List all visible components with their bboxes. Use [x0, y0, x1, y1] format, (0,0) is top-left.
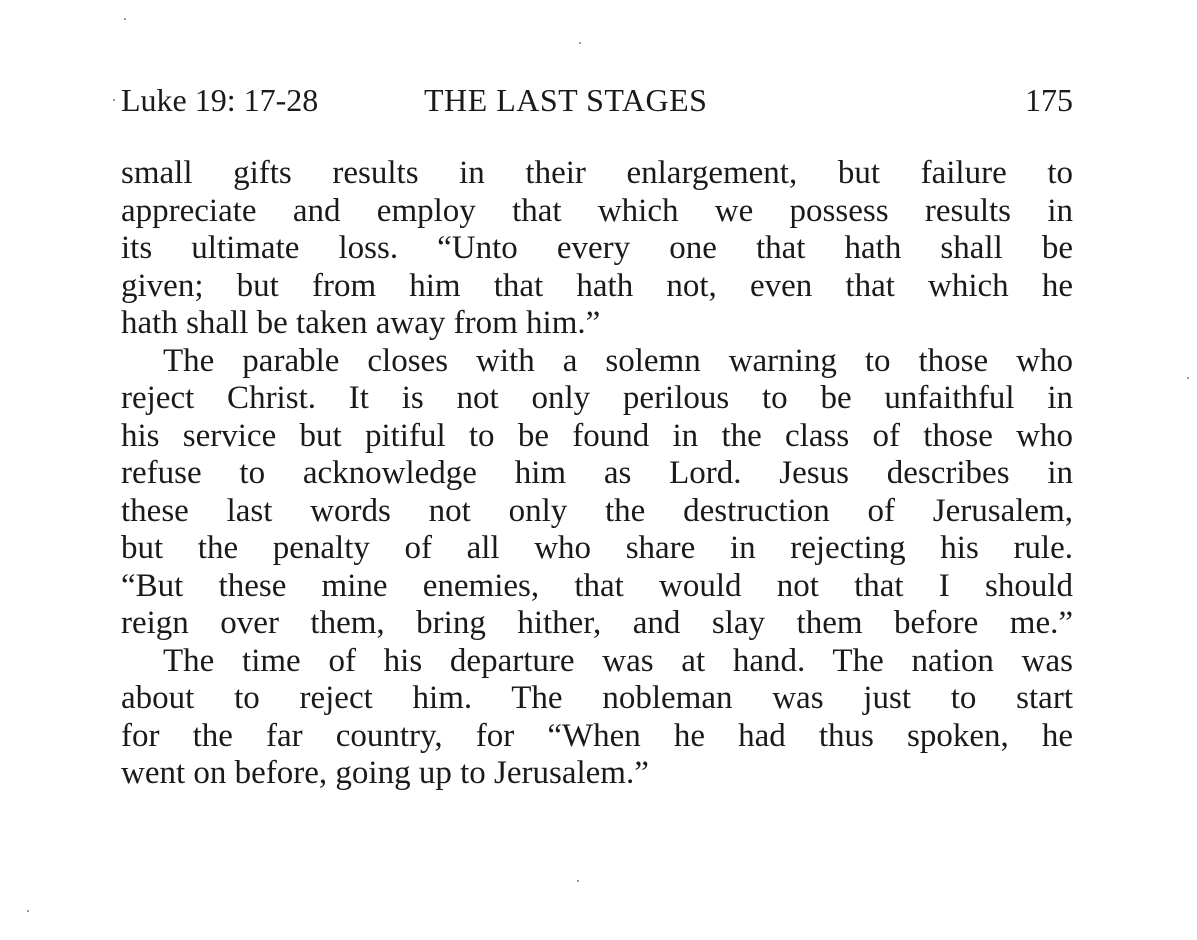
scan-speck: [113, 99, 115, 101]
text-line: given; but from him that hath not, even that which he: [121, 267, 1073, 304]
text-line: “But these mine enemies, that would not that I should: [121, 567, 1073, 604]
text-line: small gifts results in their enlargement, but failure to: [121, 155, 1073, 191]
text-line: appreciate and employ that which we possess results in: [121, 192, 1073, 229]
body-text: [121, 155, 1073, 793]
page-number: 175: [1025, 82, 1073, 118]
text-line: refuse to acknowledge him as Lord. Jesus describes in: [121, 455, 1073, 491]
text-line: for the far country, for “When he had thus spoken, he: [121, 717, 1073, 754]
chapter-title: THE LAST STAGES: [424, 82, 708, 118]
text-line: reject Christ. It is not only perilous to be unfaithful in: [121, 380, 1073, 416]
text-line: The time of his departure was at hand. The nation was: [163, 642, 1073, 679]
scripture-reference: Luke 19: 17-28: [121, 82, 319, 118]
scan-speck: [577, 880, 579, 882]
text-line: reign over them, bring hither, and slay them before me.”: [121, 605, 1073, 641]
scan-speck: [27, 910, 29, 912]
text-line: his service but pitiful to be found in the class of those who: [121, 417, 1073, 454]
scan-speck: [124, 18, 126, 20]
scan-speck: [579, 42, 581, 44]
text-line: but the penalty of all who share in rejecting his rule.: [121, 530, 1073, 566]
text-line: hath shall be taken away from him.”: [121, 305, 601, 341]
text-line: went on before, going up to Jerusalem.”: [121, 755, 649, 791]
text-line: these last words not only the destruction of Jerusalem,: [121, 492, 1073, 529]
text-line: its ultimate loss. “Unto every one that hath shall be: [121, 230, 1073, 266]
text-line: about to reject him. The nobleman was just to start: [121, 680, 1073, 716]
scan-speck: [1187, 377, 1189, 379]
text-line: The parable closes with a solemn warning to those who: [163, 342, 1073, 379]
running-head: [121, 78, 1073, 122]
